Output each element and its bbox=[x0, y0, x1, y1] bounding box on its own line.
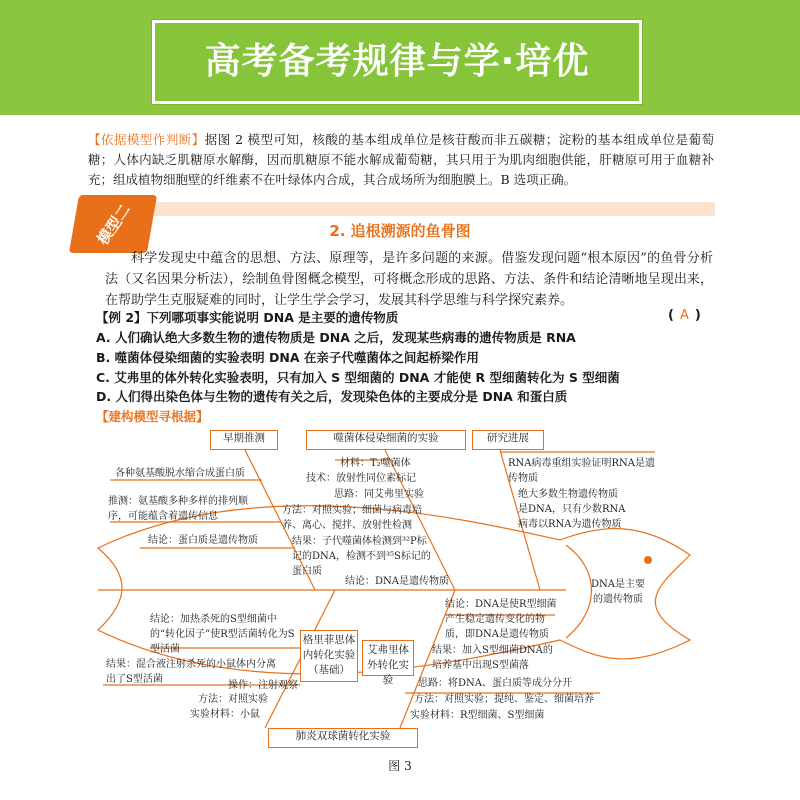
progress-label-1: RNA病毒重组实验证明RNA是遗传物质 bbox=[508, 458, 656, 484]
build-model-tag: 【建构模型寻根据】 bbox=[96, 409, 209, 424]
option-a: A. 人们确认绝大多数生物的遗传物质是 DNA 之后，发现某些病毒的遗传物质是 RNA bbox=[96, 330, 576, 345]
phage-label-3: 思路：同艾弗里实验 bbox=[334, 489, 424, 500]
box-pneumococcus: 肺炎双球菌转化实验 bbox=[268, 728, 418, 748]
early-label-1: 各种氨基酸脱水缩合成蛋白质 bbox=[115, 468, 245, 479]
box-griffith: 格里菲思体内转化实验（基础） bbox=[300, 630, 358, 682]
answer-letter: A bbox=[679, 308, 689, 323]
phage-label-2: 技术：放射性同位素标记 bbox=[306, 473, 416, 484]
phage-label-5: 结果：子代噬菌体检测到³²P标记的DNA，检测不到³⁵S标记的蛋白质 bbox=[292, 536, 431, 577]
section-paragraph: 科学发现史中蕴含的思想、方法、原理等，是许多问题的来源。借鉴发现问题“根本原因”的鱼骨分析法（又名因果分析法），绘制鱼骨图概念模型，可将概念形成的思路、方法、条件和结论清晰地呈现出来，在帮助学生克服疑难的同时，让学生学会学习，发展其科学思维与科学探究素养。 bbox=[105, 251, 713, 308]
intro-text: 据图 2 模型可知，核酸的基本组成单位是核苷酸而非五碳糖；淀粉的基本组成单位是葡萄糖；人体内缺乏肌糖原水解酶，因而肌糖原不能水解成葡萄糖，其只用于为肌肉细胞供能，肝糖原可用于血糖补充；组成植物细胞壁的纤维素不在叶绿体内合成，其合成场所为细胞膜上。B 选项正确。 bbox=[88, 132, 714, 187]
early-label-2: 推测：氨基酸多种多样的排列顺序，可能蕴含着遗传信息 bbox=[108, 496, 248, 522]
page-title: 高考备考规律与学·培优 bbox=[204, 41, 590, 82]
option-d: D. 人们得出染色体与生物的遗传有关之后，发现染色体的主要成分是 DNA 和蛋白质 bbox=[96, 389, 568, 404]
section-title: 2. 追根溯源的鱼骨图 bbox=[329, 222, 471, 240]
progress-label-2: 绝大多数生物遗传物质是DNA，只有少数RNA病毒以RNA为遗传物质 bbox=[518, 489, 626, 530]
avery-label-3: 思路：将DNA、蛋白质等成分分开 bbox=[418, 678, 572, 689]
griffith-label-5: 实验材料：小鼠 bbox=[190, 709, 260, 720]
avery-label-4: 方法：对照实验；提纯、鉴定、细菌培养 bbox=[414, 694, 594, 705]
figure-caption: 图 3 bbox=[388, 759, 412, 773]
griffith-label-1: 结论：加热杀死的S型细菌中的“转化因子”使R型活菌转化为S型活菌 bbox=[150, 614, 295, 655]
griffith-label-4: 方法：对照实验 bbox=[198, 694, 268, 705]
griffith-label-3: 操作：注射观察 bbox=[228, 680, 298, 691]
box-phage: 噬菌体侵染细菌的实验 bbox=[306, 430, 466, 450]
section-tab-label: 模型二 bbox=[93, 200, 134, 248]
box-progress: 研究进展 bbox=[472, 430, 544, 450]
avery-label-1: 结论：DNA是使R型细菌产生稳定遗传变化的物质，即DNA是遗传物质 bbox=[445, 599, 557, 640]
answer-open: ( bbox=[668, 308, 674, 323]
option-b: B. 噬菌体侵染细菌的实验表明 DNA 在亲子代噬菌体之间起桥梁作用 bbox=[96, 350, 479, 365]
box-early: 早期推测 bbox=[210, 430, 278, 450]
box-avery: 艾弗里体外转化实验 bbox=[362, 640, 414, 676]
intro-tag: 【依据模型作判断】 bbox=[88, 132, 205, 147]
fish-head-label: DNA是主要的遗传物质 bbox=[591, 579, 645, 605]
question-stem: 【例 2】下列哪项事实能说明 DNA 是主要的遗传物质 bbox=[96, 310, 399, 325]
phage-label-6: 结论：DNA是遗传物质 bbox=[345, 576, 449, 587]
avery-label-5: 实验材料：R型细菌、S型细菌 bbox=[410, 710, 545, 721]
phage-label-1: 材料：T₂噬菌体 bbox=[340, 458, 411, 469]
phage-label-4: 方法：对照实验；细菌与病毒培养、离心、搅拌、放射性检测 bbox=[282, 505, 422, 531]
early-label-3: 结论：蛋白质是遗传物质 bbox=[148, 535, 258, 546]
option-c: C. 艾弗里的体外转化实验表明，只有加入 S 型细菌的 DNA 才能使 R 型细菌转化为 S 型细菌 bbox=[96, 370, 620, 385]
avery-label-2: 结果：加入S型细菌DNA的培养基中出现S型菌落 bbox=[432, 645, 553, 671]
fish-eye bbox=[644, 556, 652, 564]
griffith-label-2: 结果：混合液注射杀死的小鼠体内分离出了S型活菌 bbox=[106, 659, 276, 685]
answer-close: ) bbox=[694, 308, 701, 323]
